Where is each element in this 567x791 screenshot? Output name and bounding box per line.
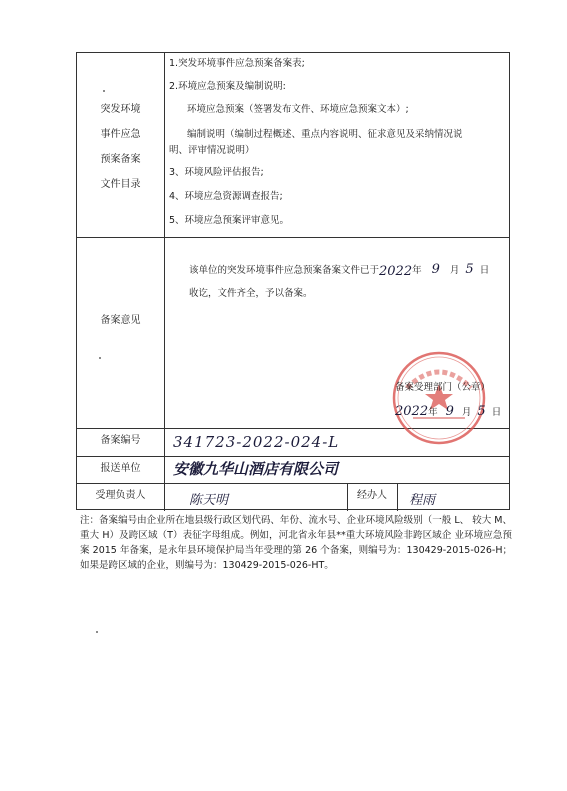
row-divider <box>77 483 509 484</box>
responsible-value: 陈天明 <box>189 493 229 508</box>
file-item-5: 5、环境应急预案评审意见。 <box>169 215 290 226</box>
seal-year-char: 年 <box>428 407 438 418</box>
seal-month-char: 月 <box>461 407 472 418</box>
column-divider <box>397 483 398 511</box>
dept-seal-label: 备案受理部门（公章） <box>395 382 491 393</box>
responsible-title: 受理负责人 <box>95 490 146 501</box>
file-item-2b-line1: 编制说明（编制过程概述、重点内容说明、征求意见及采纳情况说 <box>187 129 463 140</box>
month-char: 月 <box>449 265 460 276</box>
opinion-prefix: 该单位的突发环境事件应急预案备案文件已于 <box>189 265 380 276</box>
year-char: 年 <box>412 265 422 276</box>
scan-speck <box>103 90 105 92</box>
row-divider <box>77 456 509 457</box>
file-item-2a: 环境应急预案（签署发布文件、环境应急预案文本）; <box>187 104 409 115</box>
submit-unit-title: 报送单位 <box>100 463 141 474</box>
seal-handwritten-year: 2022 <box>395 404 429 419</box>
file-list-title <box>77 97 164 197</box>
seal-handwritten-day: 5 <box>477 404 486 419</box>
seal-handwritten-month: 9 <box>445 404 454 419</box>
file-list-title-line: 文件目录 <box>100 179 141 190</box>
footnote: 注：备案编号由企业所在地县级行政区划代码、年份、流水号、企业环境风险级别（一般 L、 较大 M、重大 H）及跨区域（T）表征字母组成。例如，河北省永年县**重大环境风险非跨区域企 业环境应急预案 2015 年备案，是永年县环境保护局当年受理的第 26 个备案，则编号为：130429-2015-026-H；如果是跨区域的企业，则编号为：130429-2015-026-HT。 <box>80 515 512 571</box>
record-no-value: 341723-2022-024-L <box>173 433 340 451</box>
handwritten-month: 9 <box>431 262 440 277</box>
record-no-title: 备案编号 <box>100 435 141 446</box>
handler-value: 程雨 <box>409 493 436 508</box>
file-list-title-line: 突发环境 <box>100 104 141 115</box>
opinion-title: 备案意见 <box>100 315 141 326</box>
record-table <box>76 52 510 510</box>
file-item-2b-line2: 明、评审情况说明） <box>169 145 255 156</box>
file-item-3: 3、环境风险评估报告; <box>169 167 264 178</box>
file-item-1: 1.突发环境事件应急预案备案表; <box>169 58 305 69</box>
seal-date <box>395 405 501 420</box>
handwritten-day: 5 <box>465 262 474 277</box>
handler-title: 经办人 <box>357 490 387 501</box>
row-divider <box>77 237 509 238</box>
submit-unit-value: 安徽九华山酒店有限公司 <box>173 460 339 478</box>
day-char: 日 <box>479 265 490 276</box>
file-list-title-line: 事件应急 <box>100 129 141 140</box>
file-list-title-line: 预案备案 <box>100 154 141 165</box>
handwritten-year: 2022 <box>379 264 413 279</box>
opinion-line-2: 收讫，文件齐全，予以备案。 <box>189 288 313 299</box>
file-item-2: 2.环境应急预案及编制说明: <box>169 81 286 92</box>
official-seal-icon <box>389 348 489 448</box>
opinion-line-1 <box>189 263 489 278</box>
column-divider <box>164 53 165 511</box>
file-item-4: 4、环境应急资源调查报告; <box>169 191 283 202</box>
seal-day-char: 日 <box>491 407 502 418</box>
scan-speck <box>96 631 98 633</box>
scan-speck <box>99 357 101 359</box>
